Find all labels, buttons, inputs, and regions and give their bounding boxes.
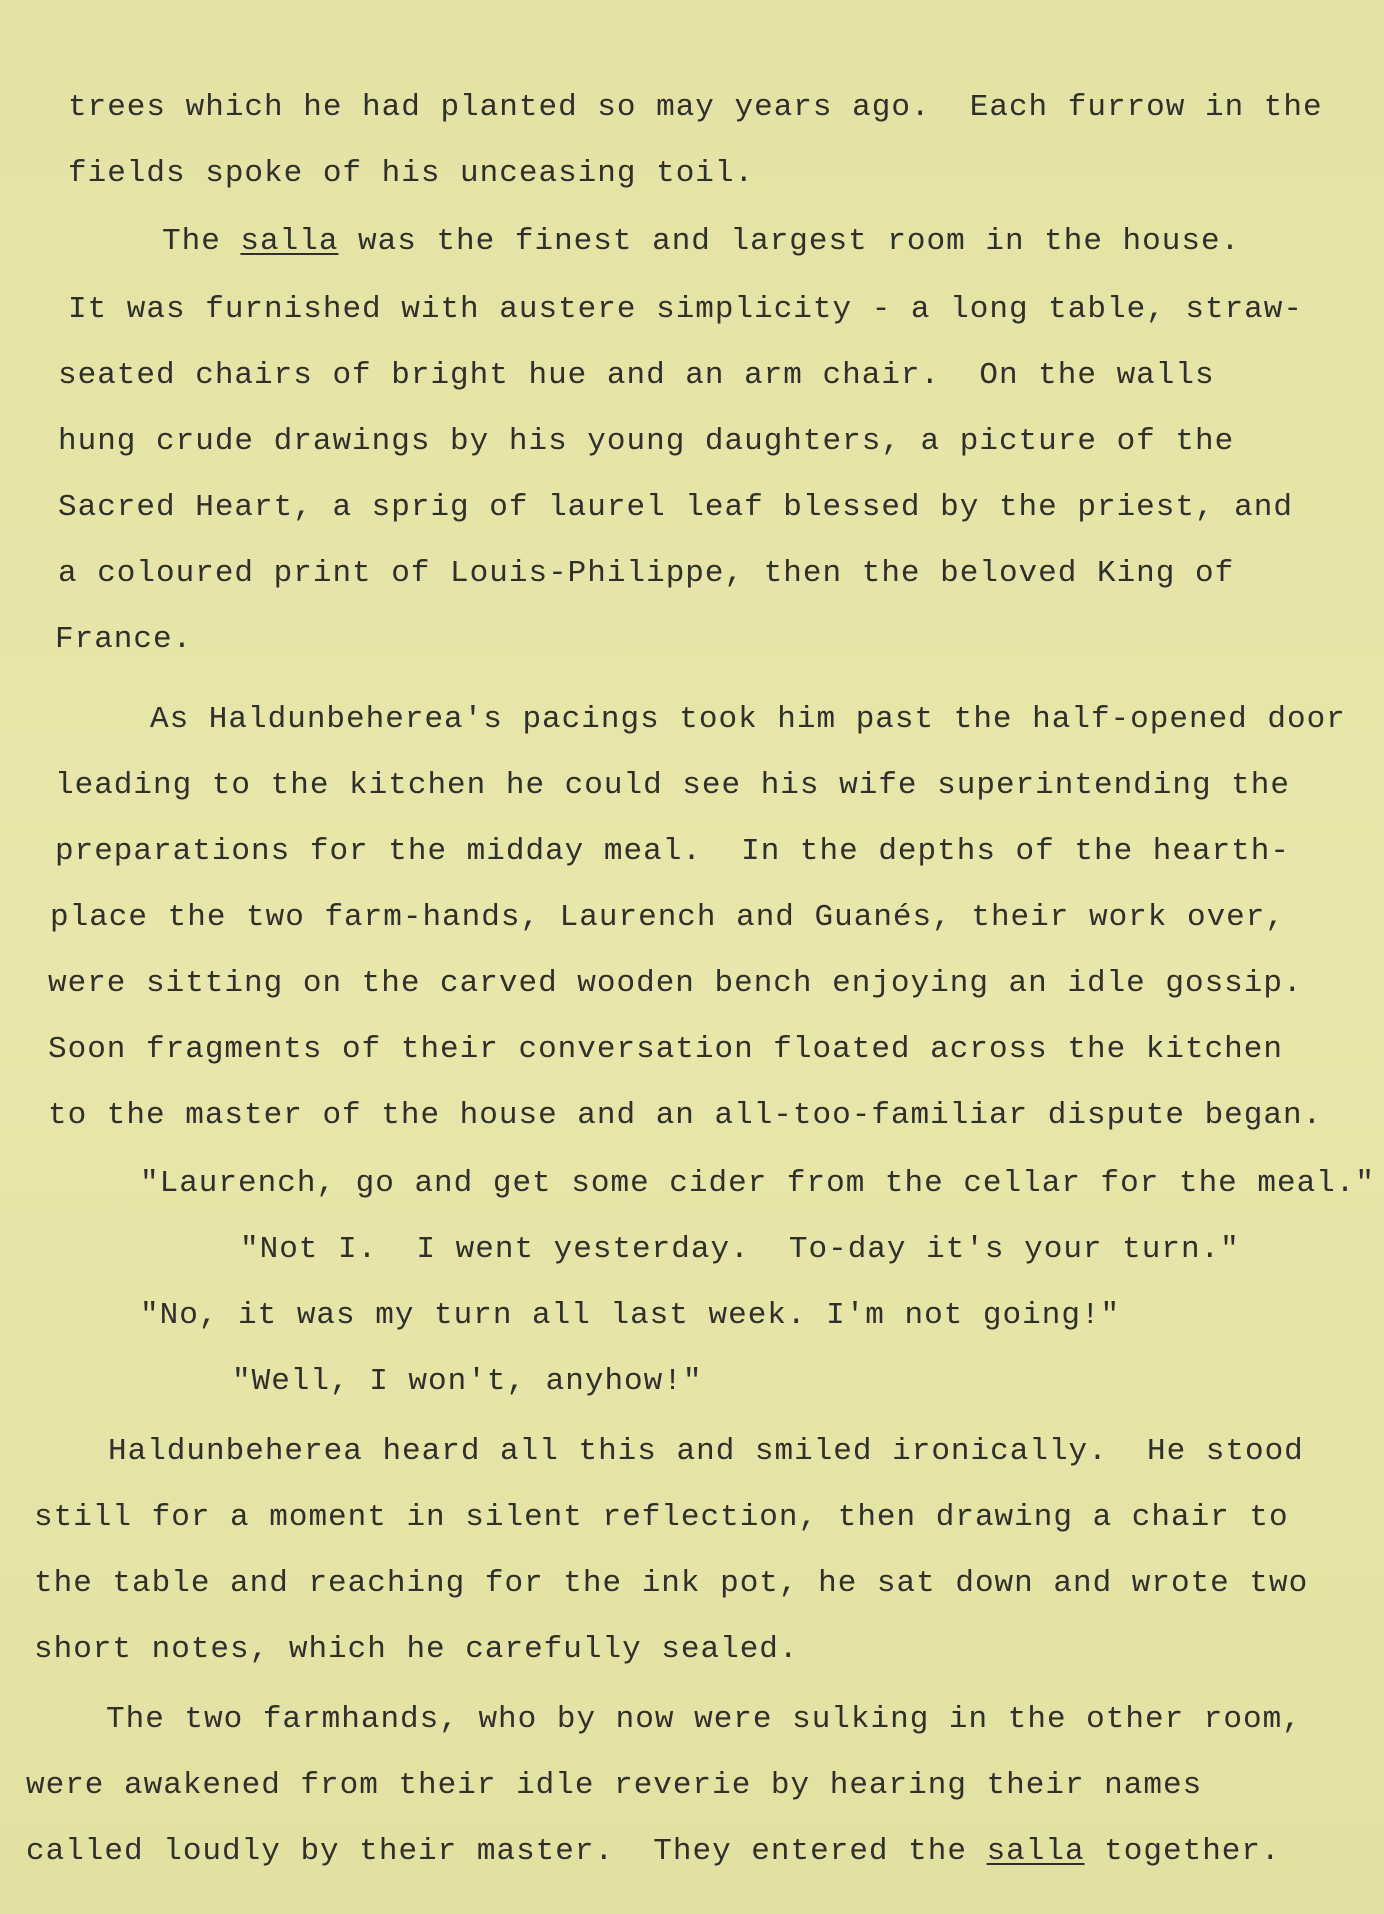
text-line-8: a coloured print of Louis-Philippe, then the beloved King of (58, 556, 1235, 591)
text-line-5: seated chairs of bright hue and an arm chair. On the walls (58, 358, 1215, 393)
text-line-4: It was furnished with austere simplicity - a long table, straw- (68, 292, 1303, 327)
text-line-16: to the master of the house and an all-too-familiar dispute began. (48, 1098, 1323, 1133)
text-line-17: Haldunbeherea heard all this and smiled ironically. He stood (108, 1434, 1304, 1469)
text-line-3 (162, 222, 1240, 262)
text-line-14: were sitting on the carved wooden bench enjoying an idle gossip. (48, 966, 1303, 1001)
text-line-9: France. (55, 622, 193, 657)
underlined-word-salla: salla (240, 224, 339, 259)
text-line-6: hung crude drawings by his young daughters, a picture of the (58, 424, 1235, 459)
dialogue-line-1: "Laurench, go and get some cider from the cellar for the meal." (140, 1166, 1375, 1201)
text-line-18: still for a moment in silent reflection, then drawing a chair to (34, 1500, 1289, 1535)
text-line-7: Sacred Heart, a sprig of laurel leaf blessed by the priest, and (58, 490, 1293, 525)
text-line-22: were awakened from their idle reverie by hearing their names (26, 1768, 1203, 1803)
text-line-23 (26, 1832, 1281, 1872)
text-span: called loudly by their master. They entered the (26, 1834, 987, 1869)
text-line-10: As Haldunbeherea's pacings took him past the half-opened door (150, 702, 1346, 737)
underlined-word-salla: salla (986, 1834, 1085, 1869)
text-line-15: Soon fragments of their conversation floated across the kitchen (48, 1032, 1283, 1067)
text-span: The (162, 224, 241, 259)
text-line-13: place the two farm-hands, Laurench and Guanés, their work over, (50, 900, 1285, 935)
text-line-12: preparations for the midday meal. In the depths of the hearth- (55, 834, 1290, 869)
text-line-21: The two farmhands, who by now were sulking in the other room, (106, 1702, 1302, 1737)
dialogue-line-4: "Well, I won't, anyhow!" (232, 1364, 703, 1399)
text-line-2: fields spoke of his unceasing toil. (68, 156, 755, 191)
text-line-1: trees which he had planted so may years ago. Each furrow in the (68, 90, 1323, 125)
text-line-11: leading to the kitchen he could see his wife superintending the (55, 768, 1290, 803)
text-line-20: short notes, which he carefully sealed. (34, 1632, 799, 1667)
text-span: together. (1084, 1834, 1281, 1869)
text-span: was the finest and largest room in the house. (338, 224, 1241, 259)
dialogue-line-3: "No, it was my turn all last week. I'm not going!" (140, 1298, 1121, 1333)
text-line-19: the table and reaching for the ink pot, he sat down and wrote two (34, 1566, 1309, 1601)
dialogue-line-2: "Not I. I went yesterday. To-day it's your turn." (240, 1232, 1240, 1267)
